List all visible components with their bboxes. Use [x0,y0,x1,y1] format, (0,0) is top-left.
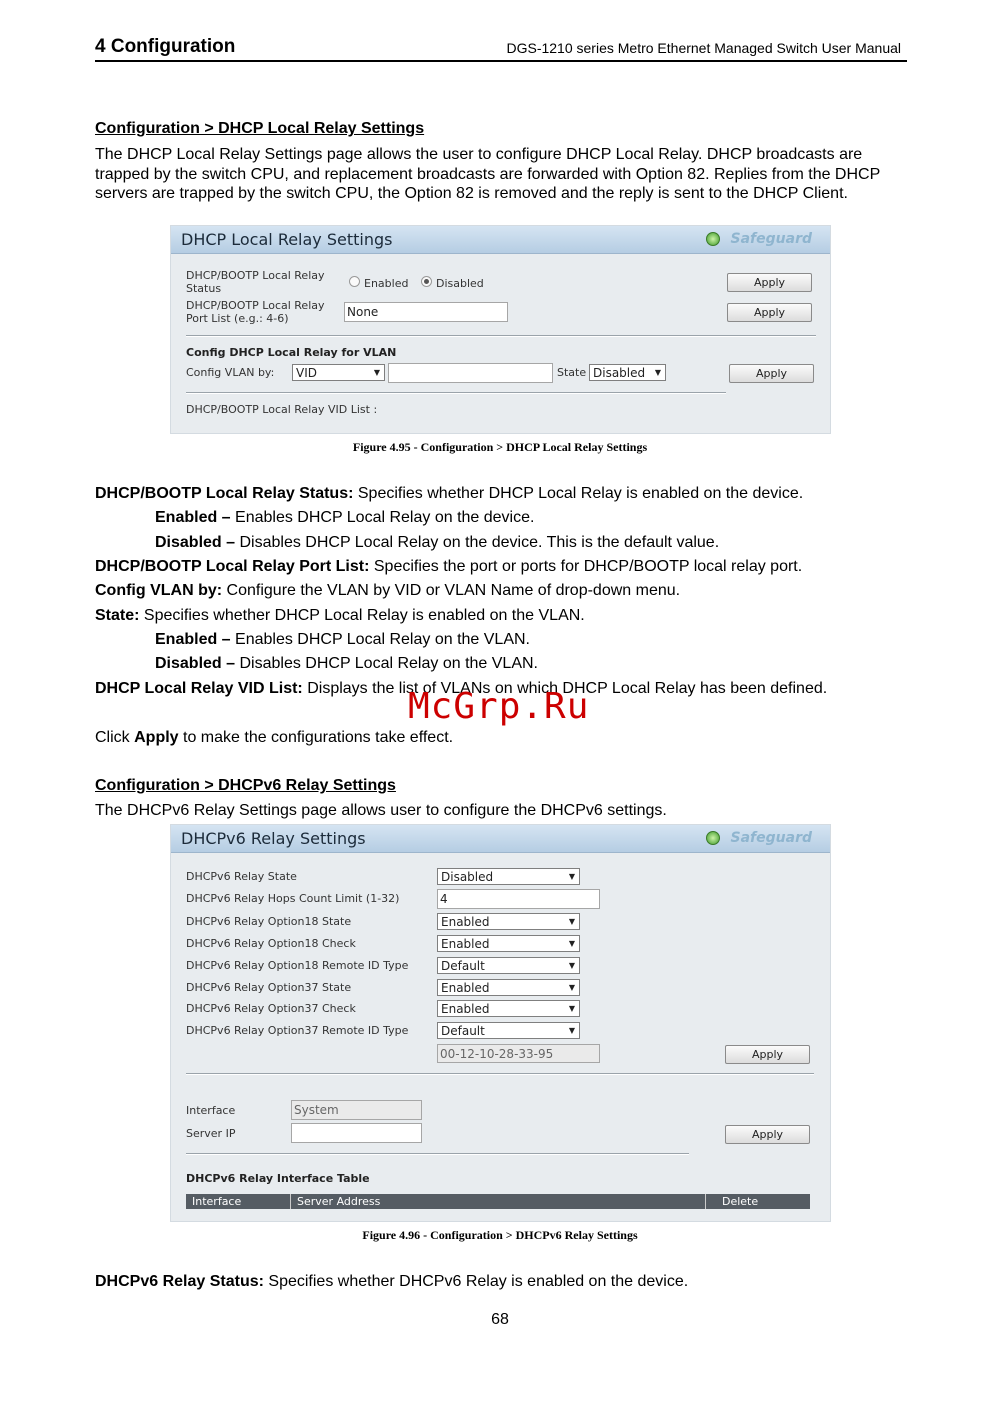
term: Disabled – [155,655,236,672]
port-list-input[interactable]: None [344,302,508,322]
state-select-value: Disabled [593,366,646,380]
term: Disabled – [155,534,236,551]
vlan-config-heading: Config DHCP Local Relay for VLAN [186,346,397,359]
interface-label: Interface [186,1104,236,1117]
option18-state-label: DHCPv6 Relay Option18 State [186,915,352,928]
divider [186,335,816,337]
section-intro-dhcpv6-relay: The DHCPv6 Relay Settings page allows user to configure the DHCPv6 settings. [95,802,667,819]
col-server-address: Server Address [290,1194,380,1209]
safeguard-label: Safeguard [730,231,812,247]
vlan-value-input[interactable] [388,363,553,383]
apply-port-list-button[interactable]: Apply [727,303,812,322]
def-config-vlan [95,582,680,600]
chevron-down-icon: ▼ [568,917,575,926]
status-disabled-label: Disabled [436,277,484,290]
chapter-title: 4 Configuration [95,36,236,57]
relay-status-label: DHCP/BOOTP Local Relay Status [186,269,325,295]
page-header [95,36,907,62]
panel-header [171,226,830,254]
option37-check-select[interactable] [437,1000,580,1017]
option37-remote-id-select[interactable] [437,1022,580,1039]
panel-title: DHCPv6 Relay Settings [181,829,366,848]
desc: Displays the list of VLANs on which DHCP Local Relay has been defined. [302,680,828,697]
desc: Disables DHCP Local Relay on the device. This is the default value. [235,534,720,551]
text-bold: Apply [134,729,179,746]
option37-state-select[interactable] [437,979,580,996]
option18-state-select[interactable] [437,913,580,930]
page-number: 68 [491,1311,509,1328]
dhcp-local-relay-panel [170,225,831,434]
apply-relay-settings-button[interactable]: Apply [725,1045,810,1064]
apply-status-button[interactable]: Apply [727,273,812,292]
term: DHCP/BOOTP Local Relay Status: [95,485,354,502]
interface-table-title: DHCPv6 Relay Interface Table [186,1172,370,1185]
def-enabled [155,509,534,527]
chevron-down-icon: ▼ [568,872,575,881]
vid-list-label: DHCP/BOOTP Local Relay VID List : [186,403,378,416]
config-vlan-by-label: Config VLAN by: [186,366,275,379]
option18-check-label: DHCPv6 Relay Option18 Check [186,937,356,950]
term: Config VLAN by: [95,582,223,599]
section-title-dhcp-local-relay: Configuration > DHCP Local Relay Settings [95,120,425,137]
desc: Enables DHCP Local Relay on the device. [230,509,535,526]
manual-title: DGS-1210 series Metro Ethernet Managed Switch User Manual [506,40,901,56]
relay-state-label: DHCPv6 Relay State [186,870,297,883]
panel-title: DHCP Local Relay Settings [181,230,393,249]
port-list-label: DHCP/BOOTP Local Relay Port List (e.g.: 4-6) [186,299,325,325]
click-apply-note [95,729,453,747]
desc: Disables DHCP Local Relay on the VLAN. [235,655,538,672]
safeguard-status-icon [706,831,720,845]
def-dhcpv6-relay-status [95,1273,688,1291]
interface-table-header [186,1194,810,1209]
option18-check-select[interactable] [437,935,580,952]
option18-remote-id-select[interactable] [437,957,580,974]
option18-check-value: Enabled [441,937,490,951]
text: Click [95,729,135,746]
dhcpv6-relay-panel [170,824,831,1222]
term: DHCP Local Relay VID List: [95,680,303,697]
safeguard-status-icon [706,232,720,246]
def-state [95,607,585,625]
apply-server-ip-button[interactable]: Apply [725,1125,810,1144]
def-port-list [95,558,802,576]
desc: Specifies whether DHCP Local Relay is enabled on the device. [353,485,804,502]
term: DHCP/BOOTP Local Relay Port List: [95,558,370,575]
col-delete: Delete [705,1194,758,1209]
def-state-enabled [155,631,530,649]
remote-id-input: 00-12-10-28-33-95 [437,1044,600,1063]
desc: Enables DHCP Local Relay on the VLAN. [230,631,530,648]
config-vlan-by-value: VID [296,366,317,380]
def-disabled [155,534,719,552]
chevron-down-icon: ▼ [654,368,661,377]
chevron-down-icon: ▼ [568,983,575,992]
option37-remote-id-value: Default [441,1024,485,1038]
section-title-dhcpv6-relay: Configuration > DHCPv6 Relay Settings [95,777,396,794]
server-ip-label: Server IP [186,1127,236,1140]
chevron-down-icon: ▼ [568,939,575,948]
figure-caption-4-95: Figure 4.95 - Configuration > DHCP Local Relay Settings [352,440,648,454]
apply-vlan-button[interactable]: Apply [729,364,814,383]
desc: Specifies the port or ports for DHCP/BOOTP local relay port. [369,558,803,575]
hops-count-input[interactable]: 4 [437,889,600,909]
chevron-down-icon: ▼ [373,368,380,377]
divider [186,1153,689,1155]
interface-input: System [291,1100,422,1120]
col-interface: Interface [192,1195,242,1208]
safeguard-label: Safeguard [730,830,812,846]
relay-state-select[interactable] [437,868,580,885]
state-label: State [557,366,587,379]
term: Enabled – [155,509,231,526]
status-enabled-label: Enabled [364,277,409,290]
desc: Specifies whether DHCP Local Relay is enabled on the VLAN. [139,607,585,624]
panel-header [171,825,830,853]
option37-state-value: Enabled [441,981,490,995]
def-relay-status [95,485,803,503]
option37-check-value: Enabled [441,1002,490,1016]
status-enabled-radio[interactable] [349,276,360,287]
chevron-down-icon: ▼ [568,961,575,970]
divider [186,392,726,394]
term: State: [95,607,140,624]
option18-state-value: Enabled [441,915,490,929]
option37-check-label: DHCPv6 Relay Option37 Check [186,1002,356,1015]
option18-remote-id-value: Default [441,959,485,973]
option37-state-label: DHCPv6 Relay Option37 State [186,981,352,994]
divider [186,1073,814,1075]
chevron-down-icon: ▼ [568,1026,575,1035]
state-select[interactable] [589,364,666,381]
term: Enabled – [155,631,231,648]
relay-state-value: Disabled [441,870,494,884]
hops-count-label: DHCPv6 Relay Hops Count Limit (1-32) [186,892,400,905]
def-state-disabled [155,655,538,673]
server-ip-input[interactable] [291,1123,422,1143]
desc: Configure the VLAN by VID or VLAN Name of drop-down menu. [222,582,681,599]
term: DHCPv6 Relay Status: [95,1273,264,1290]
text: to make the configurations take effect. [178,729,454,746]
section-intro-dhcp-local-relay: The DHCP Local Relay Settings page allows the user to configure DHCP Local Relay. DHCP broadcasts are trapped by the switch CPU, and replacement broadcasts are forwarded with Option 82. Replies from the DHCP servers are trapped by the switch CPU, the Option 82 is removed and the reply is sent to the DHCP Client. [95,146,880,202]
option37-remote-id-label: DHCPv6 Relay Option37 Remote ID Type [186,1024,409,1037]
option18-remote-id-label: DHCPv6 Relay Option18 Remote ID Type [186,959,409,972]
chevron-down-icon: ▼ [568,1004,575,1013]
figure-caption-4-96: Figure 4.96 - Configuration > DHCPv6 Relay Settings [362,1228,638,1242]
watermark: McGrp.Ru [408,686,590,727]
config-vlan-by-select[interactable] [292,364,385,381]
status-disabled-radio[interactable] [421,276,432,287]
desc: Specifies whether DHCPv6 Relay is enabled on the device. [263,1273,689,1290]
